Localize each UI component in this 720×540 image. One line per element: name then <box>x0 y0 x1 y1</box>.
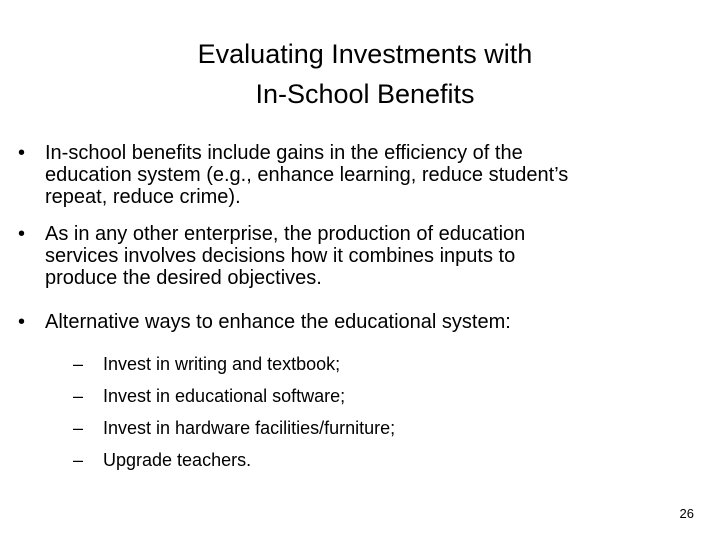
bullet-marker: • <box>18 223 26 245</box>
bullet-text-line: As in any other enterprise, the production of education <box>45 223 526 245</box>
bullet-text-line: In-school benefits include gains in the efficiency of the <box>45 142 523 164</box>
slide-title-line-2: In-School Benefits <box>255 79 475 109</box>
sub-bullet-list <box>45 348 698 476</box>
sub-bullet-marker: – <box>73 386 84 406</box>
slide-title-line-1: Evaluating Investments with <box>197 39 533 69</box>
sub-bullet-marker: – <box>73 450 84 470</box>
bullet-marker: • <box>18 142 26 164</box>
bullet-item <box>18 223 698 289</box>
sub-bullet-marker: – <box>73 418 84 438</box>
bullet-text-line: education system (e.g., enhance learning, reduce student’s <box>45 164 569 186</box>
bullet-text-line: repeat, reduce crime). <box>45 186 241 208</box>
bullet-text-line: Alternative ways to enhance the educational system: <box>45 311 511 333</box>
sub-bullet-text: Invest in hardware facilities/furniture; <box>103 418 396 438</box>
bullet-text-line: services involves decisions how it combines inputs to <box>45 245 516 267</box>
bullet-text-line: produce the desired objectives. <box>45 267 322 289</box>
sub-bullet-text: Invest in educational software; <box>103 386 346 406</box>
slide-title <box>90 34 640 114</box>
bullet-item <box>18 311 698 476</box>
bullet-marker: • <box>18 311 26 333</box>
sub-bullet-item <box>45 348 698 380</box>
sub-bullet-text: Upgrade teachers. <box>103 450 252 470</box>
sub-bullet-item <box>45 444 698 476</box>
sub-bullet-item <box>45 380 698 412</box>
bullet-item <box>18 142 698 208</box>
sub-bullet-item <box>45 412 698 444</box>
bullet-list <box>18 142 698 476</box>
sub-bullet-text: Invest in writing and textbook; <box>103 354 341 374</box>
page-number: 26 <box>679 506 694 521</box>
sub-bullet-marker: – <box>73 354 84 374</box>
